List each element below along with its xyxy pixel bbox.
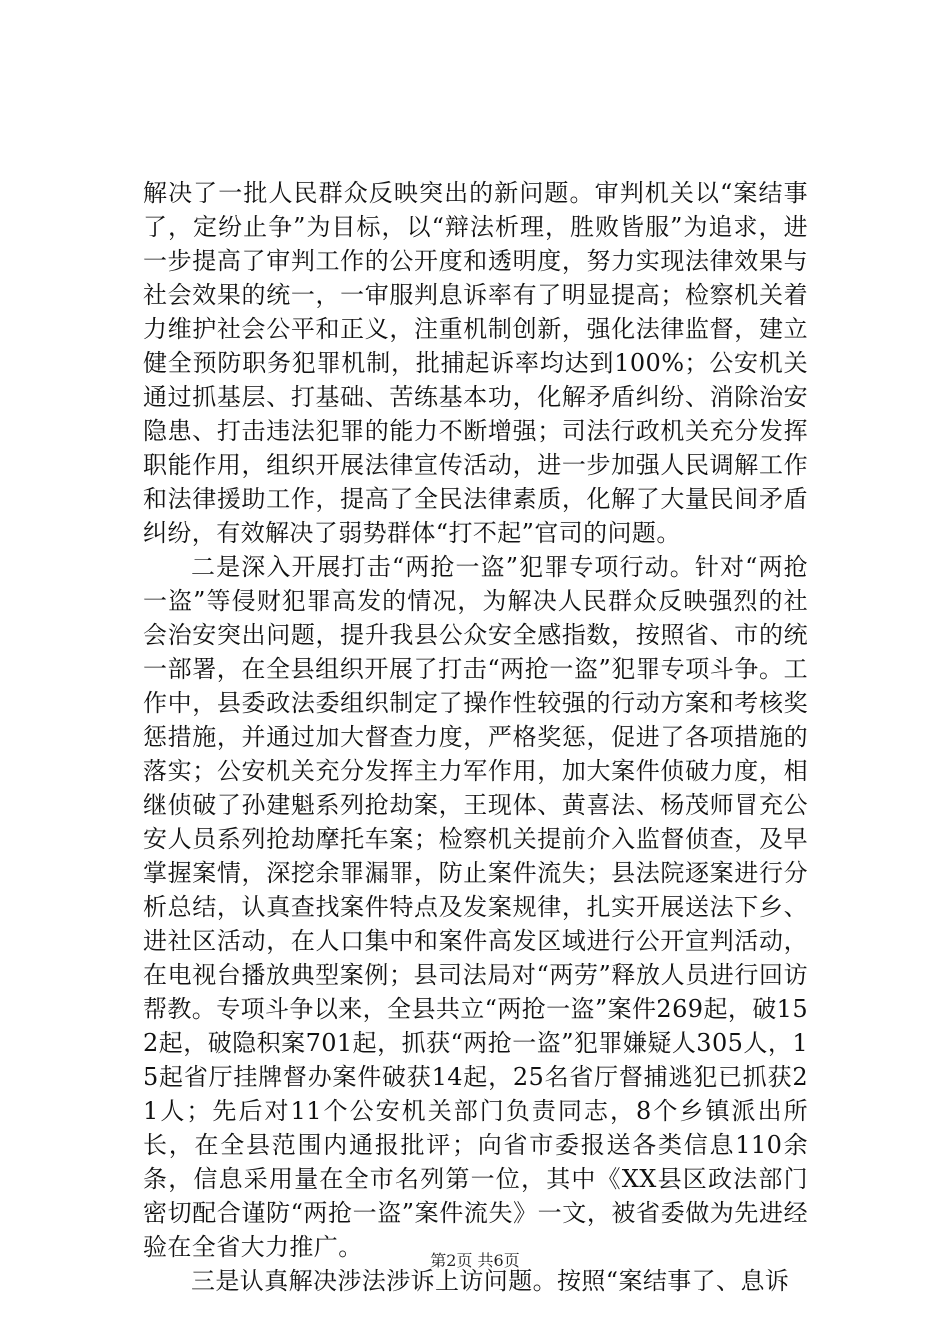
- document-body: [143, 176, 808, 1298]
- paragraph-3: 三是认真解决涉法涉诉上访问题。按照“案结事了、息诉: [191, 1267, 790, 1295]
- paragraph-2: 二是深入开展打击“两抢一盗”犯罪专项行动。针对“两抢一盗”等侵财犯罪高发的情况，为解决人民群众反映强烈的社会治安突出问题，提升我县公众安全感指数，按照省、市的统一部署，在全县组织开展了打击“两抢一盗”犯罪专项斗争。工作中，县委政法委组织制定了操作性较强的行动方案和考核奖惩措施，并通过加大督查力度，严格奖惩，促进了各项措施的落实；公安机关充分发挥主力军作用，加大案件侦破力度，相继侦破了孙建魁系列抢劫案，王现体、黄喜法、杨茂师冒充公安人员系列抢劫摩托车案；检察机关提前介入监督侦查，及早掌握案情，深挖余罪漏罪，防止案件流失；县法院逐案进行分析总结，认真查找案件特点及发案规律，扎实开展送法下乡、进社区活动，在人口集中和案件高发区域进行公开宣判活动，在电视台播放典型案例；县司法局对“两劳”释放人员进行回访帮教。专项斗争以来，全县共立“两抢一盗”案件269起，破152起，破隐积案701起，抓获“两抢一盗”犯罪嫌疑人305人，15起省厅挂牌督办案件破获14起，25名省厅督捕逃犯已抓获21人；先后对11个公安机关部门负责同志，8个乡镇派出所长，在全县范围内通报批评；向省市委报送各类信息110余条，信息采用量在全市名列第一位，其中《XX县区政法部门密切配合谨防“两抢一盗”案件流失》一文，被省委做为先进经验在全省大力推广。: [143, 553, 808, 1261]
- paragraph-1: 解决了一批人民群众反映突出的新问题。审判机关以“案结事了，定纷止争”为目标，以“辩法析理，胜败皆服”为追求，进一步提高了审判工作的公开度和透明度，努力实现法律效果与社会效果的统一，一审服判息诉率有了明显提高；检察机关着力维护社会公平和正义，注重机制创新，强化法律监督，建立健全预防职务犯罪机制，批捕起诉率均达到100%；公安机关通过抓基层、打基础、苦练基本功，化解矛盾纠纷、消除治安隐患、打击违法犯罪的能力不断增强；司法行政机关充分发挥职能作用，组织开展法律宣传活动，进一步加强人民调解工作和法律援助工作，提高了全民法律素质，化解了大量民间矛盾纠纷，有效解决了弱势群体“打不起”官司的问题。: [143, 179, 808, 547]
- page-footer: 第2页 共6页: [430, 1251, 520, 1270]
